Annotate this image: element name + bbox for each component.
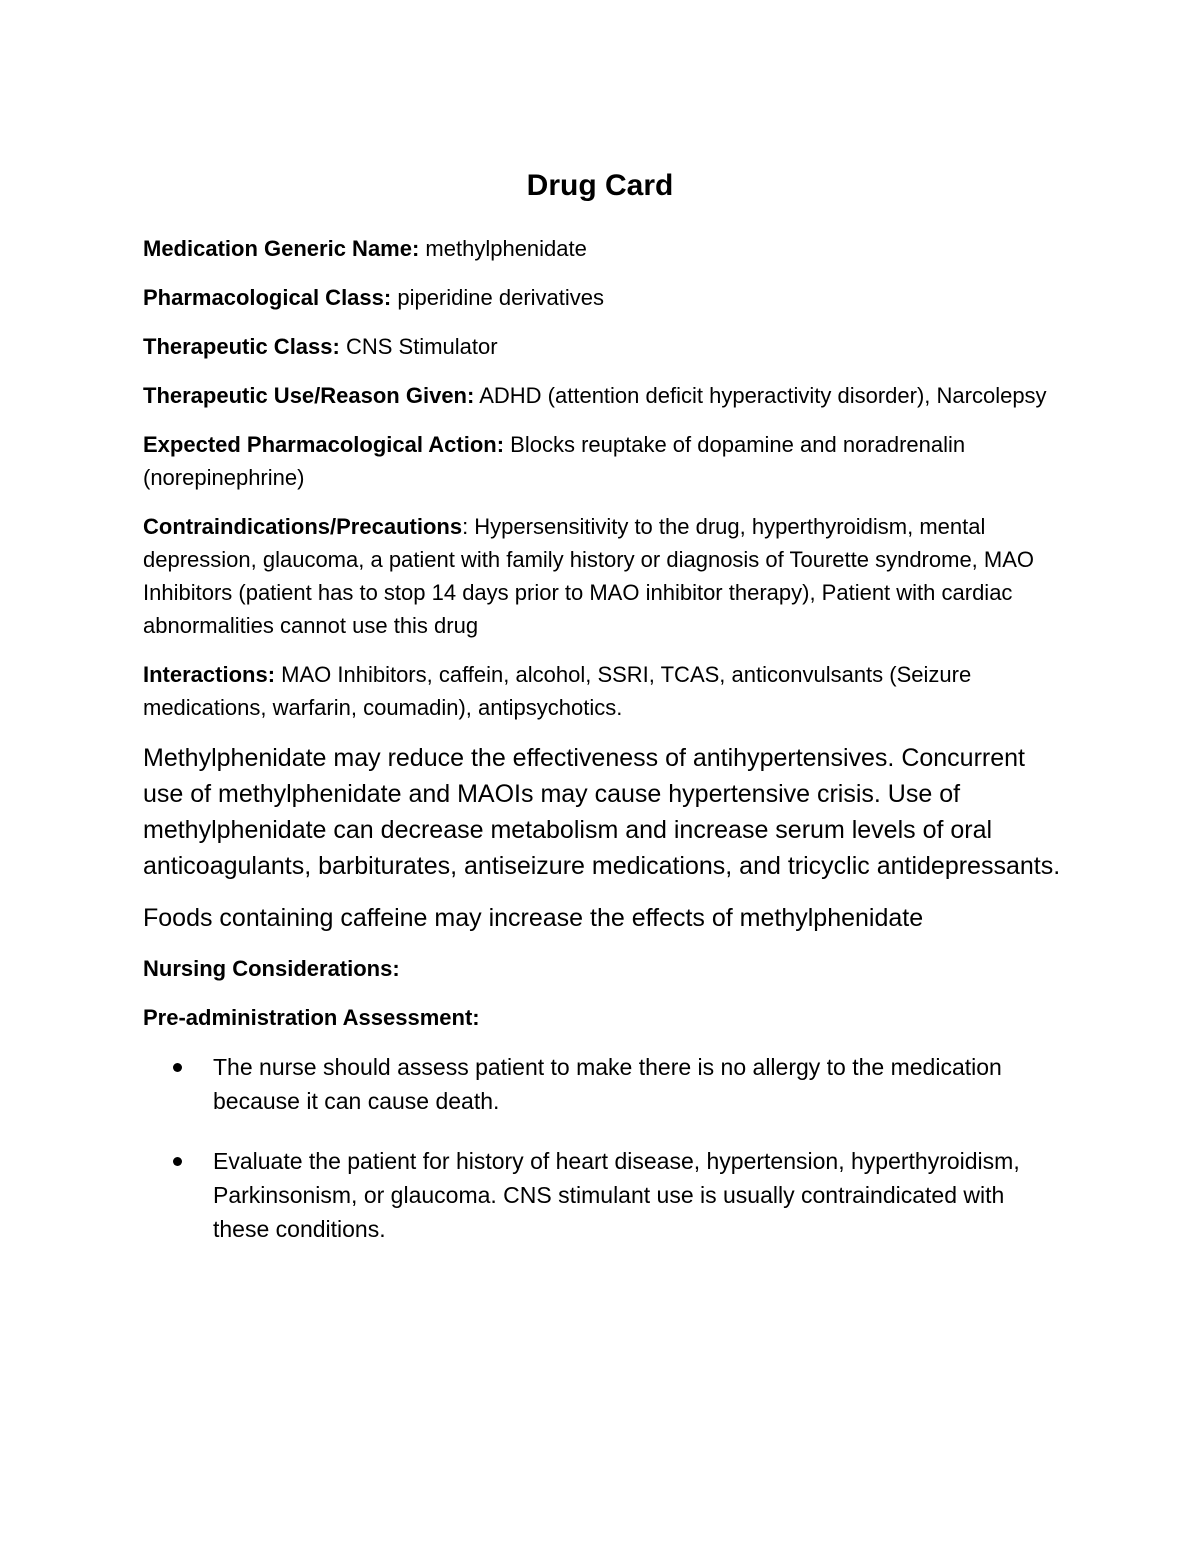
page-title: Drug Card	[526, 169, 674, 202]
field-value: Blocks reuptake of dopamine and noradrenalin (norepinephrine)	[143, 432, 966, 490]
field-label: Therapeutic Class:	[143, 334, 340, 359]
document-body	[143, 232, 1063, 1272]
assessment-list	[143, 1050, 1063, 1246]
field-value: : Hypersensitivity to the drug, hyperthyroidism, mental depression, glaucoma, a patient with family history or diagnosis of Tourette syndrome, MAO Inhibitors (patient has to stop 14 days prior to MAO inhibitor therapy), Patient with cardiac abnormalities cannot use this drug	[143, 514, 1035, 638]
field-label: Medication Generic Name:	[143, 236, 420, 261]
list-item	[143, 1144, 1063, 1246]
field-label: Interactions:	[143, 662, 276, 687]
field-label: Pharmacological Class:	[143, 285, 392, 310]
list-item-text: The nurse should assess patient to make there is no allergy to the medication because it can cause death.	[213, 1054, 1002, 1114]
interactions-paragraph: Methylphenidate may reduce the effectiveness of antihypertensives. Concurrent use of methylphenidate and MAOIs may cause hypertensive crisis. Use of methylphenidate can decrease metabolism and increase serum levels of oral anticoagulants, barbiturates, antiseizure medications, and tricyclic antidepressants.	[143, 744, 1061, 880]
field-label: Expected Pharmacological Action:	[143, 432, 505, 457]
field-label: Contraindications/Precautions	[143, 514, 463, 539]
nursing-considerations-heading: Nursing Considerations:	[143, 956, 400, 981]
field-label: Therapeutic Use/Reason Given:	[143, 383, 475, 408]
field-generic-name	[143, 232, 1063, 265]
field-value: piperidine derivatives	[391, 285, 604, 310]
field-value: CNS Stimulator	[339, 334, 498, 359]
field-therapeutic-class	[143, 330, 1063, 363]
field-pharmacological-action	[143, 428, 1063, 494]
field-value: ADHD (attention deficit hyperactivity disorder), Narcolepsy	[474, 383, 1047, 408]
list-item-text: Evaluate the patient for history of heart disease, hypertension, hyperthyroidism, Parkinsonism, or glaucoma. CNS stimulant use is usually contraindicated with these conditions.	[213, 1148, 1020, 1242]
bullet-icon	[173, 1063, 182, 1072]
field-value: MAO Inhibitors, caffein, alcohol, SSRI, TCAS, anticonvulsants (Seizure medications, warfarin, coumadin), antipsychotics.	[143, 662, 972, 720]
list-item	[143, 1050, 1063, 1118]
bullet-icon	[173, 1157, 182, 1166]
food-interactions-paragraph: Foods containing caffeine may increase the effects of methylphenidate	[143, 904, 924, 932]
field-interactions	[143, 658, 1063, 724]
field-therapeutic-use	[143, 379, 1063, 412]
preadministration-heading: Pre-administration Assessment:	[143, 1005, 480, 1030]
field-pharmacological-class	[143, 281, 1063, 314]
field-contraindications	[143, 510, 1063, 642]
field-value: methylphenidate	[419, 236, 587, 261]
